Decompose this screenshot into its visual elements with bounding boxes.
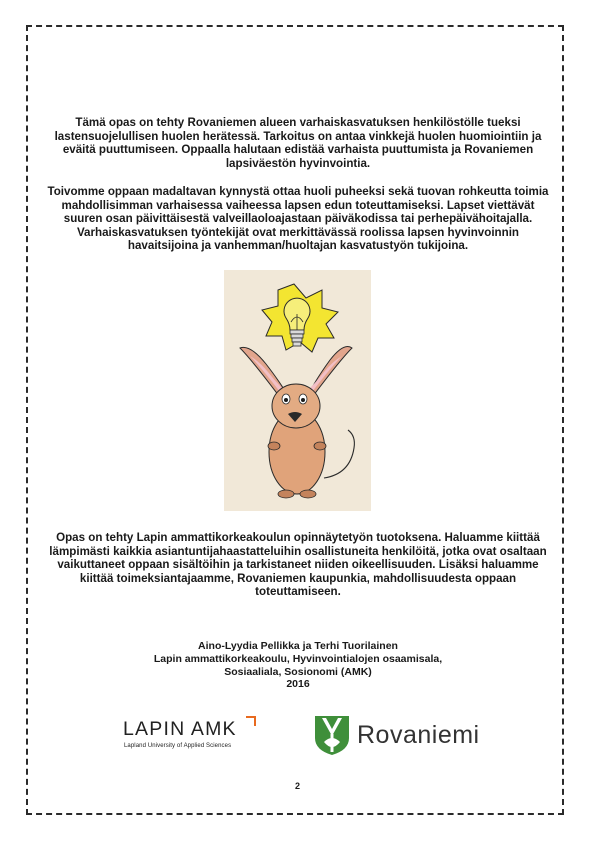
page-number: 2 — [294, 781, 300, 791]
rovaniemi-logo — [312, 714, 512, 756]
thanks-paragraph: Opas on tehty Lapin ammattikorkeakoulun opinnäytetyön tuotoksena. Haluamme kiittää lämpimästi kaikkia asiantuntijahaastatteluihin osallistuneita henkilöitä, jotka ovat osaltaan vaikuttaneet oppaan sisältöihin ja tarkistaneet niiden oikeellisuuden. Lisäksi haluamme kiittää toimeksiantajaamme, Rovaniemen kaupunkia, mahdollisuudesta oppaan toteuttamiseen. — [49, 531, 547, 599]
lapin-amk-name: LAPIN AMK — [123, 718, 237, 740]
lapin-amk-tagline: Lapland University of Applied Sciences — [124, 743, 232, 749]
author-year: 2016 — [286, 678, 310, 691]
author-school: Lapin ammattikorkeakoulu, Hyvinvointialojen osaamisala, — [153, 652, 443, 665]
corner-bracket-icon — [246, 716, 256, 726]
intro-paragraph: Tämä opas on tehty Rovaniemen alueen varhaiskasvatuksen henkilöstölle tueksi lastensuojelullisen huolen herätessä. Tarkoitus on antaa vinkkejä huolen huomiointiin ja eväitä puuttumiseen. Oppaalla halutaan edistää varhaista puuttumista ja Rovaniemen lapsiväestön hyvinvointia. — [54, 116, 542, 170]
author-field: Sosiaaliala, Sosionomi (AMK) — [224, 665, 372, 678]
mouse-character — [240, 347, 354, 499]
rovaniemi-coat-of-arms-icon — [312, 714, 352, 756]
author-names: Aino-Lyydia Pellikka ja Terhi Tuorilainen — [198, 640, 398, 652]
mouse-lightbulb-illustration — [224, 270, 371, 511]
lapin-amk-logo — [120, 716, 260, 756]
author-block — [44, 640, 552, 691]
rovaniemi-name: Rovaniemi — [357, 721, 480, 749]
hope-paragraph: Toivomme oppaan madaltavan kynnystä ottaa huoli puheeksi sekä tuovan rohkeutta toimia mahdollisimman varhaisessa vaiheessa lapsen edun toteuttamiseksi. Lapset viettävät suuren osan päivittäisestä valveillaoloajastaan päiväkodissa tai perhepäivähoitajalla. Varhaiskasvatuksen työntekijät ovat merkittävässä roolissa lapsen hyvinvoinnin havaitsijoina ja vanhemman/huoltajan kasvatustyön tukijoina. — [47, 185, 549, 253]
